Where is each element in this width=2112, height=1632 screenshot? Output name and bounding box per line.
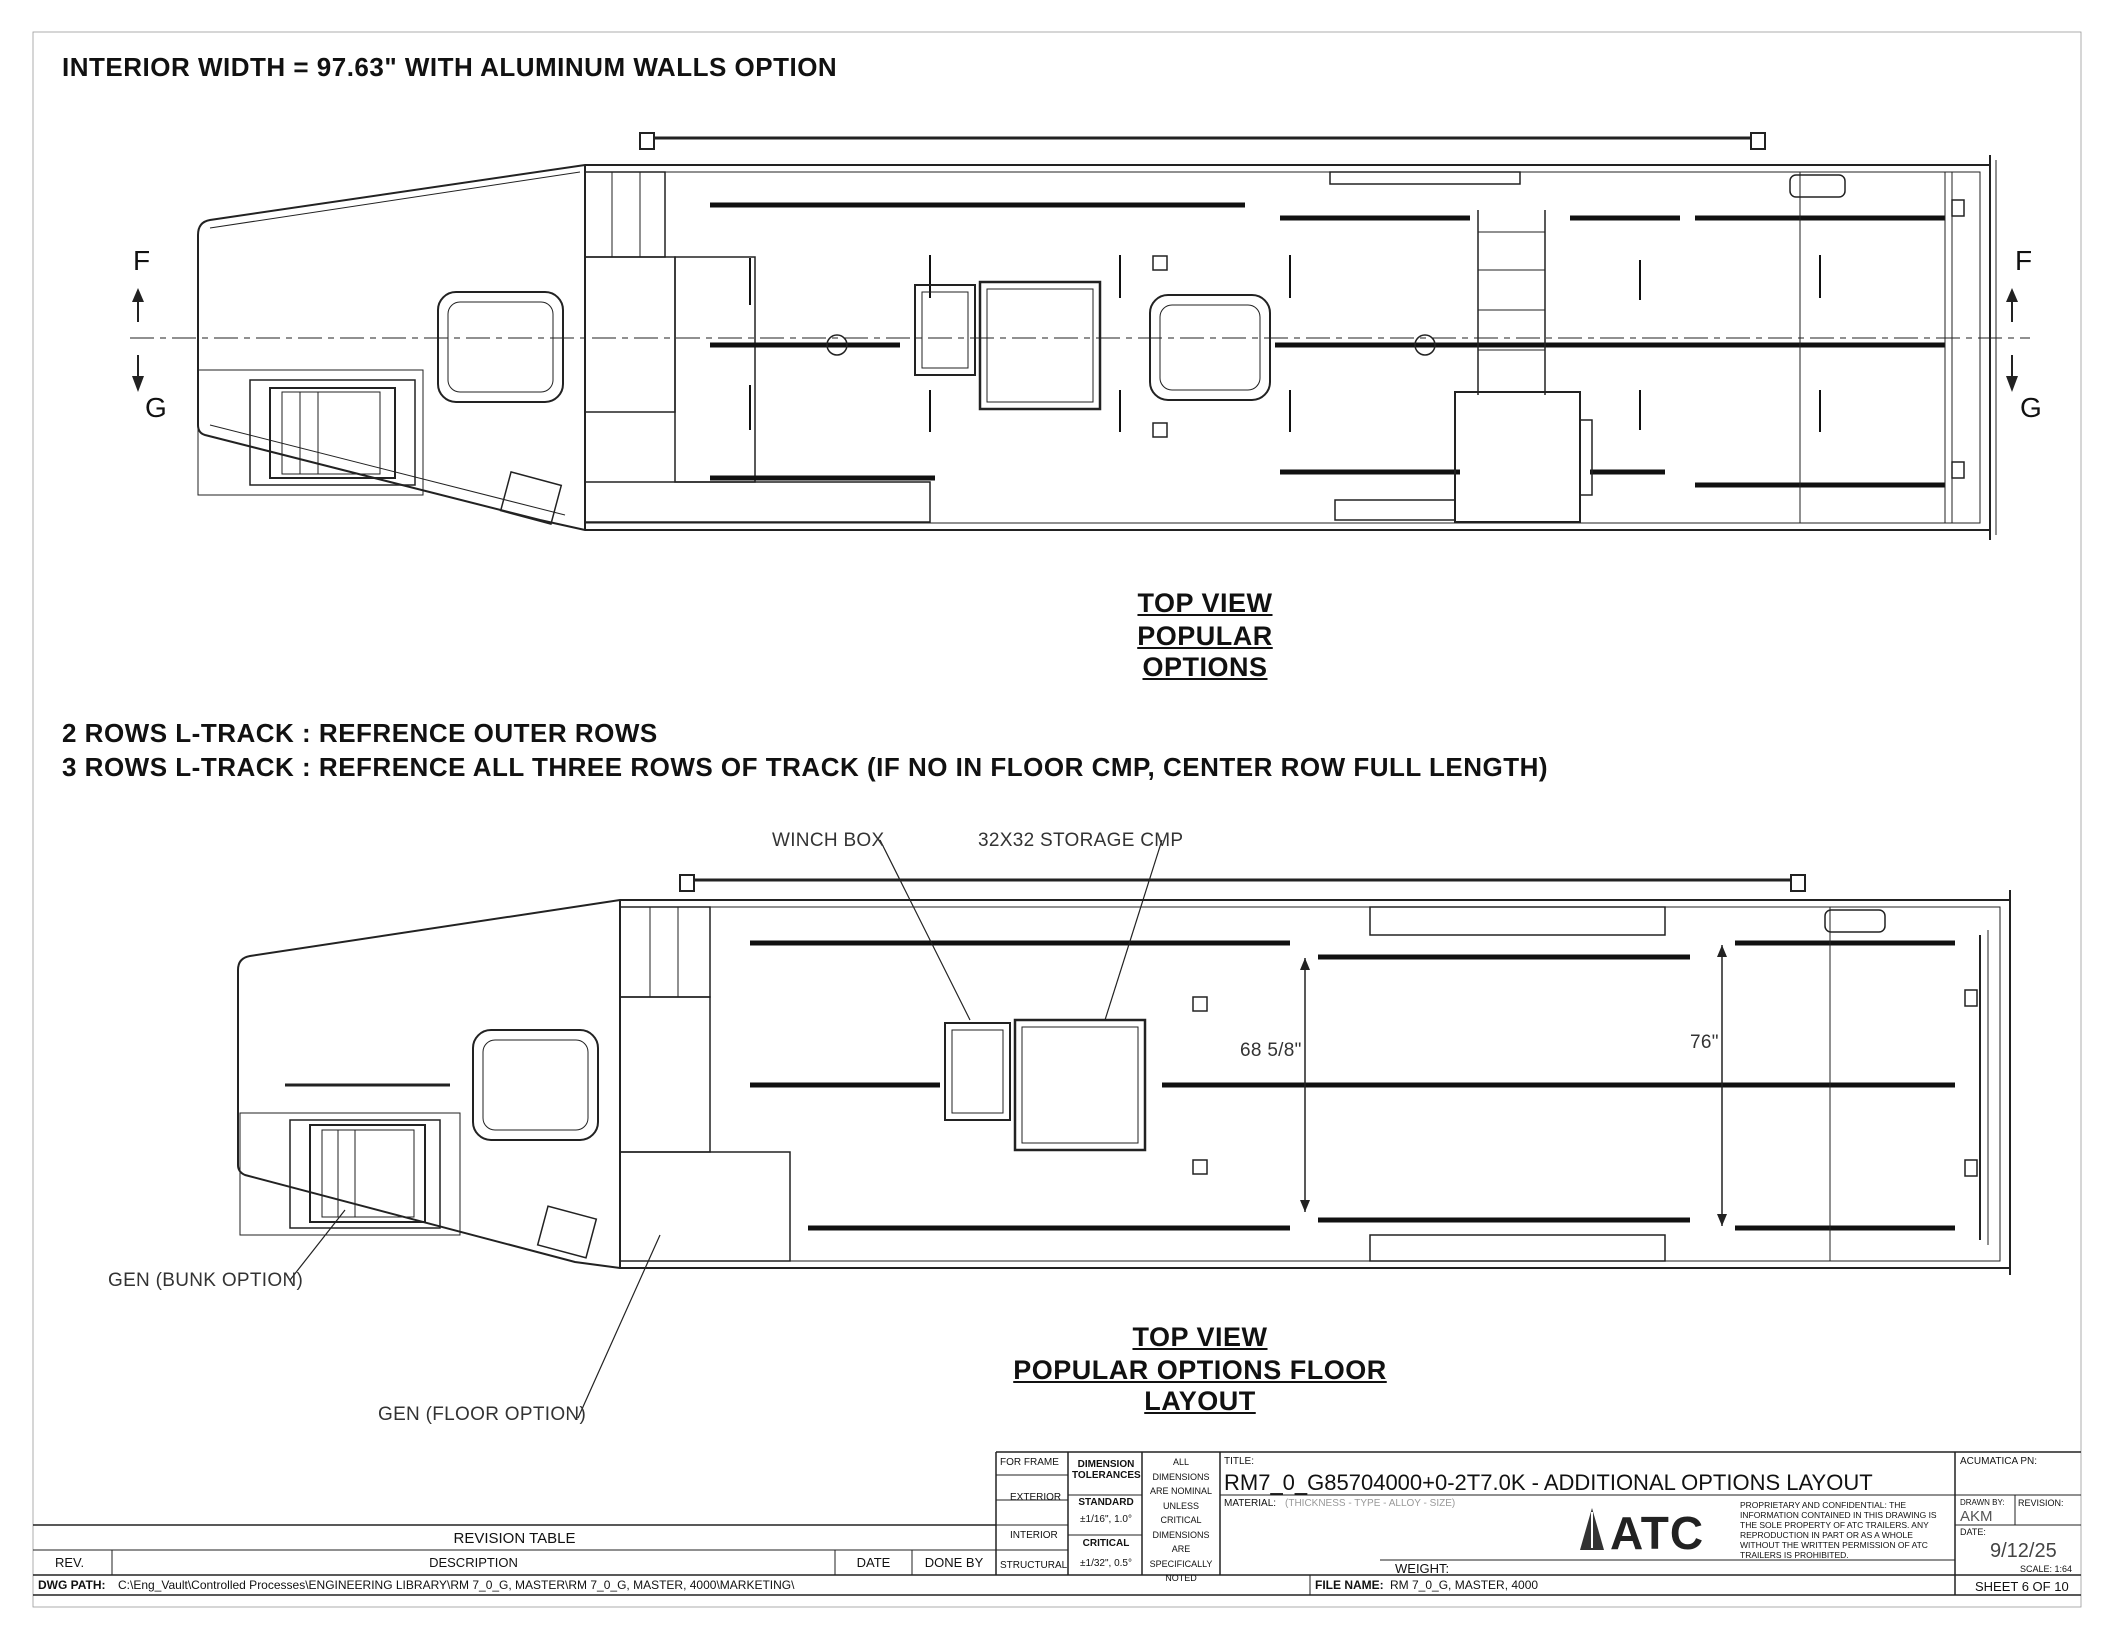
file-name-label: FILE NAME: [1315, 1578, 1384, 1592]
exterior-label: EXTERIOR [1010, 1492, 1062, 1503]
revision-table-title: REVISION TABLE [453, 1530, 576, 1547]
dwg-path-value: C:\Eng_Vault\Controlled Processes\ENGINEERING LIBRARY\RM 7_0_G, MASTER\RM 7_0_G, MASTER, 4000\MARKETING\ [118, 1578, 795, 1592]
ltrack-3-note: 3 ROWS L-TRACK : REFRENCE ALL THREE ROWS OF TRACK (IF NO IN FLOOR CMP, CENTER ROW FULL LENGTH) [62, 752, 1549, 782]
all-dims-line4: UNLESS CRITICAL [1160, 1500, 1202, 1525]
view2-title-line2: POPULAR OPTIONS FLOOR LAYOUT [1013, 1355, 1387, 1416]
drawing-title: RM7_0_G85704000+0-2T7.0K - ADDITIONAL OPTIONS LAYOUT [1224, 1470, 1873, 1495]
structural-label: STRUCTURAL [1000, 1560, 1068, 1571]
all-dims-line7: SPECIFICALLY [1149, 1558, 1213, 1569]
dim-tolerances-label: DIMENSION TOLERANCES [1072, 1459, 1141, 1481]
section-g-right-label: G [2020, 392, 2042, 423]
section-f-right-label: F [2015, 245, 2033, 276]
all-dims-line5: DIMENSIONS [1152, 1529, 1210, 1540]
view2-title-line1: TOP VIEW [1132, 1322, 1268, 1352]
date-column-header: DATE [856, 1555, 891, 1570]
standard-value: ±1/16", 1.0° [1080, 1514, 1132, 1525]
view1-title-line2: POPULAR OPTIONS [1137, 621, 1273, 682]
all-dimensions-note [1144, 1455, 1218, 1586]
date-label: DATE: [1960, 1527, 1986, 1537]
drawn-by-label: DRAWN BY: [1960, 1498, 2005, 1507]
sheet-number: SHEET 6 OF 10 [1975, 1579, 2069, 1594]
dimension-outer-label: 76" [1690, 1032, 1719, 1053]
file-name-value: RM 7_0_G, MASTER, 4000 [1390, 1578, 1539, 1592]
proprietary-notice: PROPRIETARY AND CONFIDENTIAL: THE INFORMATION CONTAINED IN THIS DRAWING IS THE SOLE PROPERTY OF ATC TRAILERS. ANY REPRODUCTION IN PART OR AS A WHOLE WITHOUT THE WRITTEN PERMISSION OF ATC TRAILERS IS PROHIBITED. [1740, 1500, 1937, 1560]
done-by-column-header: DONE BY [924, 1555, 984, 1570]
section-g-left-label: G [145, 392, 167, 423]
interior-label: INTERIOR [1010, 1530, 1058, 1541]
dimension-inner-label: 68 5/8" [1240, 1040, 1302, 1061]
critical-value: ±1/32", 0.5° [1080, 1558, 1132, 1569]
for-frame-label: FOR FRAME [1000, 1457, 1059, 1468]
revision-label: REVISION: [2018, 1498, 2064, 1508]
material-value: (THICKNESS - TYPE - ALLOY - SIZE) [1285, 1498, 1456, 1509]
all-dims-line2: DIMENSIONS [1152, 1471, 1210, 1482]
standard-label: STANDARD [1078, 1497, 1134, 1508]
all-dims-line1: ALL [1172, 1457, 1189, 1467]
gen-floor-callout: GEN (FLOOR OPTION) [378, 1404, 587, 1425]
dwg-path-label: DWG PATH: [38, 1578, 106, 1592]
interior-width-note: INTERIOR WIDTH = 97.63" WITH ALUMINUM WALLS OPTION [62, 52, 838, 82]
all-dims-line6: ARE [1171, 1544, 1191, 1554]
atc-logo-text: ATC [1610, 1507, 1705, 1559]
drawn-by-value: AKM [1960, 1508, 1993, 1525]
ltrack-2-note: 2 ROWS L-TRACK : REFRENCE OUTER ROWS [62, 718, 658, 748]
section-f-left-label: F [133, 245, 151, 276]
weight-label: WEIGHT: [1395, 1561, 1450, 1576]
view2-title [960, 1322, 1440, 1417]
view1-trailer [130, 133, 2033, 540]
storage-cmp-callout: 32X32 STORAGE CMP [978, 830, 1184, 851]
title-label: TITLE: [1224, 1456, 1255, 1467]
view1-title [1080, 588, 1330, 683]
material-label: MATERIAL: [1224, 1498, 1277, 1509]
all-dims-line3: ARE NOMINAL [1149, 1486, 1212, 1496]
description-column-header: DESCRIPTION [429, 1555, 518, 1570]
view1-title-line1: TOP VIEW [1137, 588, 1273, 618]
winch-box-callout: WINCH BOX [772, 830, 885, 851]
acumatica-label: ACUMATICA PN: [1960, 1456, 2038, 1467]
rev-column-header: REV. [55, 1555, 85, 1570]
date-value: 9/12/25 [1990, 1540, 2057, 1562]
all-dims-line8: NOTED [1165, 1573, 1197, 1583]
scale-label: SCALE: 1:64 [2020, 1564, 2073, 1574]
critical-label: CRITICAL [1082, 1538, 1130, 1549]
gen-bunk-callout: GEN (BUNK OPTION) [108, 1270, 304, 1291]
